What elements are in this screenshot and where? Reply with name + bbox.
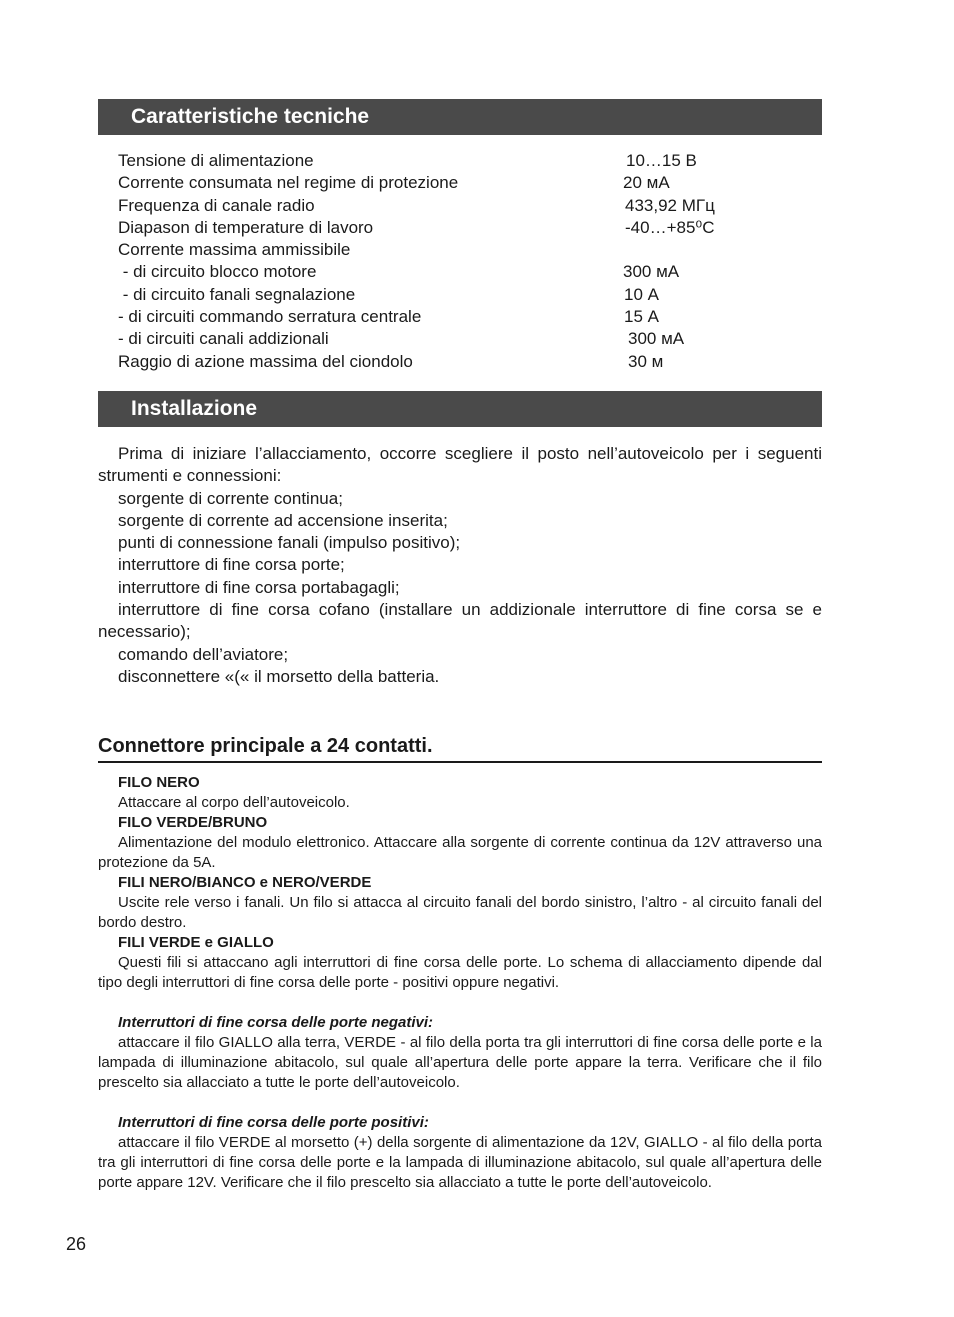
spec-value: 433,92 МГц bbox=[625, 195, 715, 215]
connector-section-title: Connettore principale a 24 contatti. bbox=[98, 733, 822, 763]
wire-heading: FILO NERO bbox=[118, 774, 200, 791]
wire-heading: FILI NERO/BIANCO e NERO/VERDE bbox=[118, 874, 372, 891]
subsection-text: attaccare il filo VERDE al morsetto (+) della sorgente di alimentazione da 12V, GIALLO - al filo della porta tra gli interruttori di fine corsa delle porte e la lampada di illuminazione abitacolo, sul quale all’apertura delle porte appare 12V. Verificare che il filo prescelto sia allacciato a tutte le porte dell’autoveicolo. bbox=[98, 1134, 822, 1191]
install-text bbox=[98, 443, 822, 688]
install-paragraph: interruttore di fine corsa cofano (installare un addizionale interruttore di fine corsa se e necessario); bbox=[98, 600, 822, 642]
spec-row bbox=[118, 217, 822, 239]
spec-value: 30 м bbox=[628, 351, 664, 371]
specs-section-title: Caratteristiche tecniche bbox=[98, 99, 822, 135]
spec-label: Corrente massima ammissibile bbox=[118, 240, 351, 260]
page-number: 26 bbox=[66, 1234, 87, 1254]
spec-label: Corrente consumata nel regime di protezione bbox=[118, 173, 459, 193]
spec-row bbox=[118, 150, 822, 172]
install-paragraph: sorgente di corrente continua; bbox=[118, 488, 343, 508]
spec-label: Raggio di azione massima del ciondolo bbox=[118, 351, 413, 371]
spec-value: -40…+85⁰C bbox=[625, 217, 715, 237]
spec-row bbox=[118, 172, 822, 194]
spec-label: - di circuiti commando serratura centrale bbox=[118, 307, 422, 327]
spec-row bbox=[118, 284, 822, 306]
spec-value: 15 А bbox=[624, 307, 659, 327]
wire-description: Alimentazione del modulo elettronico. Attaccare alla sorgente di corrente continua da 12V attraverso una protezione da 5A. bbox=[98, 834, 822, 871]
wire-description: Uscite rele verso i fanali. Un filo si attacca al circuito fanali del bordo sinistro, l’altro - al circuito fanali del bordo destro. bbox=[98, 894, 822, 931]
wire-heading: FILI VERDE e GIALLO bbox=[118, 934, 274, 951]
spec-row bbox=[118, 351, 822, 373]
wire-description: Attaccare al corpo dell’autoveicolo. bbox=[118, 794, 350, 811]
install-paragraph: interruttore di fine corsa porte; bbox=[118, 555, 345, 575]
wire-description: Questi fili si attaccano agli interruttori di fine corsa delle porte. Lo schema di allacciamento dipende dal tipo degli interruttori di fine corsa delle porte - positivi oppure negativi. bbox=[98, 954, 822, 991]
spacer bbox=[98, 993, 822, 1013]
install-paragraph: sorgente di corrente ad accensione inserita; bbox=[118, 510, 448, 530]
spec-value: 10…15 В bbox=[626, 151, 697, 170]
spec-label: Diapason di temperature di lavoro bbox=[118, 217, 374, 237]
subsection-text: attaccare il filo GIALLO alla terra, VERDE - al filo della porta tra gli interruttori di fine corsa delle porte e la lampada di illuminazione abitacolo, sul quale all’apertura delle porte appare la terra. Verificare che il filo prescelto sia allacciato a tutte le porte dell’autoveicolo. bbox=[98, 1034, 822, 1091]
specs-table bbox=[118, 150, 822, 373]
spec-value: 300 мА bbox=[623, 262, 680, 282]
spec-row bbox=[118, 306, 822, 328]
spec-row bbox=[118, 261, 822, 283]
install-paragraph: disconnettere «(« il morsetto della batteria. bbox=[118, 666, 440, 686]
spacer bbox=[98, 1093, 822, 1113]
spec-row bbox=[118, 239, 822, 261]
spec-value: 20 мА bbox=[623, 173, 670, 193]
install-paragraph: interruttore di fine corsa portabagagli; bbox=[118, 577, 400, 597]
install-paragraph: comando dell’aviatore; bbox=[118, 644, 289, 664]
spec-row bbox=[118, 195, 822, 217]
spec-value: 300 мА bbox=[628, 329, 685, 349]
spec-label: - di circuito fanali segnalazione bbox=[118, 284, 356, 304]
install-section-title: Installazione bbox=[98, 391, 822, 427]
spec-label: - di circuito blocco motore bbox=[118, 262, 317, 282]
wire-heading: FILO VERDE/BRUNO bbox=[118, 814, 268, 831]
spec-label: - di circuiti canali addizionali bbox=[118, 329, 329, 349]
spec-label: Frequenza di canale radio bbox=[118, 195, 315, 215]
connector-text bbox=[98, 773, 822, 1193]
spec-row bbox=[118, 328, 822, 350]
subsection-heading: Interruttori di fine corsa delle porte negativi: bbox=[118, 1014, 434, 1031]
install-paragraph: punti di connessione fanali (impulso positivo); bbox=[118, 533, 461, 553]
subsection-heading: Interruttori di fine corsa delle porte positivi: bbox=[118, 1114, 429, 1131]
install-paragraph: Prima di iniziare l’allacciamento, occorre scegliere il posto nell’autoveicolo per i seguenti strumenti e connessioni: bbox=[98, 444, 822, 486]
spec-label: Tensione di alimentazione bbox=[118, 151, 314, 170]
spec-value: 10 А bbox=[624, 284, 659, 304]
